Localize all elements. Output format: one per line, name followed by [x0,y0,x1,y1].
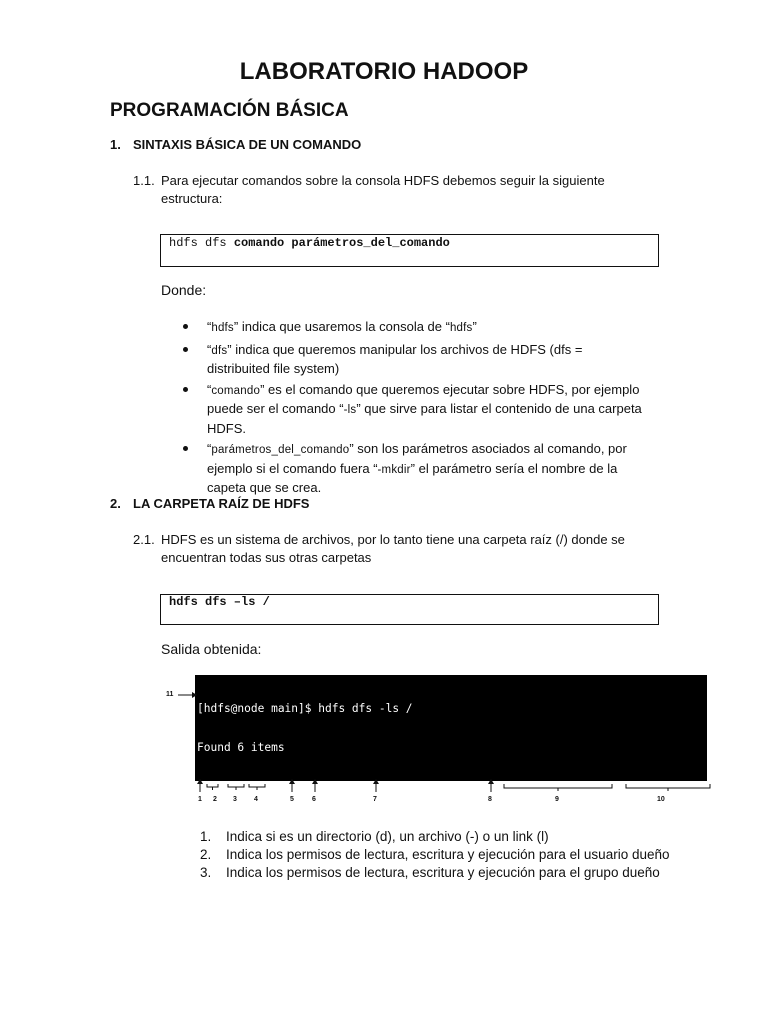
marker-7: 7 [373,796,377,803]
command-prefix: hdfs dfs [169,236,234,250]
section2-paragraph-line1: HDFS es un sistema de archivos, por lo tanto tiene una carpeta raíz (/) donde se [161,532,625,547]
marker-2: 2 [213,796,217,803]
marker-10: 10 [657,796,665,803]
section2-heading: LA CARPETA RAÍZ DE HDFS [133,496,310,511]
bullet-item-comando: “comando” es el comando que queremos ejecutar sobre HDFS, por ejemplo puede ser el comando “-ls” que sirve para listar el contenido de una carpeta HDFS. [183,381,653,438]
section1-heading: SINTAXIS BÁSICA DE UN COMANDO [133,137,362,152]
numbered-list [200,828,670,882]
marker-6: 6 [312,796,316,803]
section2-number: 2. [110,496,121,511]
list-item: 2. Indica los permisos de lectura, escritura y ejecución para el usuario dueño [200,847,670,862]
section1-subnumber: 1.1. [133,173,155,188]
section-title: PROGRAMACIÓN BÁSICA [110,100,349,121]
bullet-list [183,318,653,497]
ls-command: hdfs dfs –ls / [169,595,270,609]
salida-label: Salida obtenida: [161,641,262,657]
section1-paragraph-line1: Para ejecutar comandos sobre la consola HDFS debemos seguir la siguiente [161,173,605,188]
ls-command-box [160,594,659,625]
bullet-item-hdfs: “hdfs” indica que usaremos la consola de “hdfs” [183,318,653,338]
section1-paragraph-line2: estructura: [161,191,223,206]
section2-paragraph [161,531,661,567]
terminal-line: [hdfs@node main]$ hdfs dfs -ls / [197,702,413,715]
list-item: 1. Indica si es un directorio (d), un archivo (-) o un link (l) [200,829,549,844]
command-syntax-box [160,234,659,267]
section2-subnumber: 2.1. [133,532,155,547]
document-title: LABORATORIO HADOOP [239,58,529,85]
list-item: 3. Indica los permisos de lectura, escritura y ejecución para el grupo dueño [200,865,660,880]
bullet-item-dfs: “dfs” indica que queremos manipular los archivos de HDFS (dfs = distribuited file system) [183,341,647,378]
annotation-arrows [160,680,720,810]
marker-11: 11 [166,691,174,698]
section1-number: 1. [110,137,121,152]
command-bold-part: comando parámetros_del_comando [233,236,450,250]
marker-9: 9 [555,796,559,803]
marker-3: 3 [233,796,237,803]
terminal-line: Found 6 items [197,741,285,754]
marker-4: 4 [254,796,258,803]
donde-label: Donde: [161,282,207,298]
bullet-item-parametros: “parámetros_del_comando” son los parámetros asociados al comando, por ejemplo si el comando fuera “-mkdir” el parámetro sería el nombre de la capeta que se crea. [183,440,653,497]
section2-paragraph-line2: encuentran todas sus otras carpetas [161,550,372,565]
section1-paragraph [161,172,661,208]
command-syntax [169,236,450,250]
marker-1: 1 [198,796,202,803]
marker-8: 8 [488,796,492,803]
marker-5: 5 [290,796,294,803]
